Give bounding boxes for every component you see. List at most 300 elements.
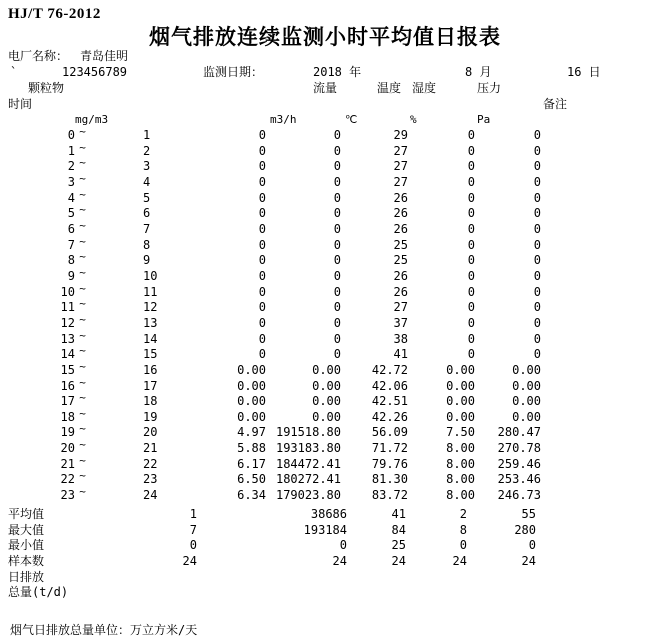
cell-flow: 0	[333, 237, 341, 252]
col-header-temp: 温度	[377, 81, 402, 95]
tilde-separator: ~	[79, 391, 86, 405]
cell-remark	[541, 441, 650, 457]
cell-hour-start: 14	[60, 347, 75, 362]
cell-pressure: 0	[533, 331, 541, 346]
summary-label: 最小值	[8, 538, 45, 553]
cell-hour-start: 4	[67, 190, 75, 205]
cell-hour-start: 18	[60, 409, 75, 424]
summary-value-pressure: 280	[514, 522, 536, 537]
cell-temp: 25	[393, 253, 408, 268]
cell-humidity: 0	[467, 143, 475, 158]
hourly-row	[0, 453, 650, 473]
hourly-row	[0, 171, 650, 191]
cell-hour-end: 9	[143, 253, 151, 268]
summary-value-temp: 84	[391, 522, 406, 537]
hourly-row	[0, 485, 650, 504]
cell-pressure: 0	[533, 268, 541, 283]
cell-temp: 37	[393, 315, 408, 330]
cell-spacer	[90, 394, 143, 410]
cell-hour-start: 3	[67, 174, 75, 189]
summary-rows	[0, 507, 650, 601]
cell-hour-start: 6	[67, 221, 75, 236]
cell-humidity: 0	[467, 300, 475, 315]
hourly-row	[0, 156, 650, 175]
unit-pm: mg/m3	[75, 113, 109, 126]
summary-value-flow: 38686	[310, 507, 347, 521]
cell-remark	[541, 347, 650, 363]
cell-hour-start: 2	[67, 159, 75, 174]
plant-code: 123456789	[62, 65, 128, 79]
hourly-row	[0, 344, 650, 363]
cell-hour-start: 12	[60, 315, 75, 330]
summary-label: 最大值	[8, 522, 45, 537]
cell-flow: 193183.80	[275, 441, 341, 456]
summary-remark	[536, 585, 650, 601]
cell-flow: 0.00	[312, 394, 341, 409]
unit-temp: ℃	[345, 113, 358, 126]
cell-hour-end: 23	[143, 472, 158, 487]
summary-row	[0, 570, 650, 586]
hourly-rows	[0, 125, 650, 504]
cell-temp: 56.09	[371, 425, 408, 440]
plant-code-mark: `	[10, 65, 18, 79]
cell-temp: 83.72	[371, 488, 408, 503]
cell-remark	[541, 253, 650, 269]
unit-flow: m3/h	[270, 113, 297, 126]
cell-pm: 0	[258, 315, 266, 330]
summary-remark	[536, 523, 650, 539]
cell-humidity: 0	[467, 174, 475, 189]
cell-temp: 41	[393, 347, 408, 362]
hourly-row	[0, 312, 650, 332]
cell-hour-start: 20	[60, 441, 75, 456]
cell-humidity: 0	[467, 253, 475, 268]
tilde-separator: ~	[79, 406, 86, 420]
cell-temp: 26	[393, 221, 408, 236]
cell-humidity: 0.00	[446, 362, 475, 377]
summary-value-humidity: 2	[459, 507, 467, 521]
cell-spacer	[90, 128, 143, 144]
cell-remark	[541, 175, 650, 191]
cell-hour-end: 22	[143, 456, 158, 471]
cell-pm: 0.00	[237, 362, 266, 377]
cell-humidity: 0.00	[446, 409, 475, 424]
cell-humidity: 7.50	[446, 425, 475, 440]
cell-spacer	[90, 332, 143, 348]
tilde-separator: ~	[79, 469, 86, 483]
hourly-row	[0, 125, 650, 144]
cell-hour-start: 21	[60, 456, 75, 471]
cell-spacer	[90, 159, 143, 175]
cell-remark	[541, 457, 650, 473]
cell-hour-start: 1	[67, 143, 75, 158]
cell-hour-end: 3	[143, 159, 151, 174]
summary-value-temp	[347, 585, 406, 601]
col-header-humidity: 湿度	[412, 81, 437, 95]
cell-pressure: 0.00	[512, 409, 541, 424]
summary-row	[0, 585, 650, 601]
cell-temp: 26	[393, 190, 408, 205]
cell-temp: 25	[393, 237, 408, 252]
hourly-row	[0, 438, 650, 457]
cell-pm: 0	[258, 347, 266, 362]
cell-pm: 0	[258, 159, 266, 174]
cell-pm: 0	[258, 253, 266, 268]
col-header-pressure: 压力	[477, 81, 502, 95]
cell-pm: 0	[258, 300, 266, 315]
cell-flow: 0	[333, 190, 341, 205]
cell-pm: 0	[258, 237, 266, 252]
cell-hour-end: 13	[143, 315, 158, 330]
cell-hour-start: 19	[60, 425, 75, 440]
hourly-row	[0, 281, 650, 301]
summary-value-pm: 0	[189, 538, 197, 553]
cell-pressure: 0	[533, 143, 541, 158]
cell-hour-start: 0	[67, 128, 75, 142]
cell-hour-end: 12	[143, 300, 158, 315]
cell-pm: 0	[258, 190, 266, 205]
date-label: 监测日期：	[203, 65, 264, 79]
pollutant-header-line	[0, 81, 650, 96]
hourly-row	[0, 234, 650, 254]
cell-pm: 5.88	[237, 441, 266, 456]
summary-value-flow: 24	[332, 553, 347, 568]
cell-flow: 191518.80	[275, 425, 341, 440]
cell-remark	[541, 316, 650, 332]
cell-humidity: 8.00	[446, 456, 475, 471]
cell-pm: 0.00	[237, 409, 266, 424]
tilde-separator: ~	[79, 453, 86, 467]
cell-temp: 27	[393, 174, 408, 189]
cell-spacer	[90, 363, 143, 379]
cell-humidity: 0	[467, 190, 475, 205]
tilde-separator: ~	[79, 485, 86, 499]
unit-pressure: Pa	[477, 113, 491, 126]
summary-value-flow: 0	[339, 538, 347, 553]
cell-pressure: 280.47	[497, 425, 541, 440]
date-year: 2018 年	[313, 65, 362, 79]
tilde-separator: ~	[79, 438, 86, 452]
summary-value-flow: 193184	[303, 522, 347, 537]
unit-humidity: %	[410, 113, 417, 126]
cell-hour-end: 16	[143, 362, 158, 377]
tilde-separator: ~	[79, 281, 86, 295]
cell-flow: 0	[333, 159, 341, 174]
cell-hour-end: 11	[143, 284, 158, 299]
cell-spacer	[90, 222, 143, 238]
summary-value-humidity: 0	[459, 538, 467, 553]
tilde-separator: ~	[79, 250, 86, 264]
cell-humidity: 0	[467, 284, 475, 299]
cell-flow: 180272.41	[275, 472, 341, 487]
cell-hour-start: 15	[60, 362, 75, 377]
hourly-row	[0, 265, 650, 285]
cell-humidity: 0	[467, 128, 475, 142]
hourly-row	[0, 422, 650, 441]
cell-pm: 0	[258, 143, 266, 158]
tilde-separator: ~	[79, 422, 86, 436]
cell-pressure: 0.00	[512, 378, 541, 393]
cell-hour-end: 2	[143, 143, 151, 158]
col-header-remark: 备注	[543, 97, 568, 111]
cell-hour-end: 15	[143, 347, 158, 362]
summary-value-humidity: 24	[452, 553, 467, 568]
cell-humidity: 0.00	[446, 394, 475, 409]
summary-label: 总量(t/d)	[8, 585, 69, 600]
cell-humidity: 8.00	[446, 441, 475, 456]
cell-temp: 26	[393, 206, 408, 221]
tilde-separator: ~	[79, 312, 86, 326]
col-header-flow: 流量	[313, 81, 338, 95]
summary-value-humidity	[406, 585, 467, 601]
hourly-row	[0, 375, 650, 395]
cell-pm: 6.17	[237, 456, 266, 471]
col-header-pm: 颗粒物	[28, 81, 65, 95]
cell-spacer	[90, 285, 143, 301]
cell-remark	[541, 379, 650, 395]
cell-pressure: 253.46	[497, 472, 541, 487]
cell-remark	[541, 488, 650, 504]
cell-spacer	[90, 410, 143, 426]
cell-hour-start: 11	[60, 300, 75, 315]
cell-remark	[541, 300, 650, 316]
cell-temp: 42.06	[371, 378, 408, 393]
cell-spacer	[90, 206, 143, 222]
cell-pm: 0.00	[237, 378, 266, 393]
cell-hour-start: 7	[67, 237, 75, 252]
tilde-separator: ~	[79, 359, 86, 373]
cell-spacer	[90, 144, 143, 160]
summary-value-humidity: 8	[459, 522, 467, 537]
summary-row	[0, 538, 650, 554]
standard-code: HJ/T 76-2012	[8, 6, 101, 22]
cell-humidity: 0	[467, 237, 475, 252]
cell-flow: 0	[333, 174, 341, 189]
cell-temp: 79.76	[371, 456, 408, 471]
hourly-row	[0, 187, 650, 207]
cell-hour-end: 5	[143, 190, 151, 205]
cell-remark	[541, 332, 650, 348]
cell-flow: 0.00	[312, 378, 341, 393]
tilde-separator: ~	[79, 265, 86, 279]
cell-flow: 0	[333, 347, 341, 362]
summary-label: 平均值	[8, 507, 45, 521]
cell-spacer	[90, 269, 143, 285]
cell-humidity: 0	[467, 347, 475, 362]
cell-humidity: 0.00	[446, 378, 475, 393]
cell-flow: 0	[333, 315, 341, 330]
cell-hour-end: 18	[143, 394, 158, 409]
cell-pressure: 0	[533, 237, 541, 252]
cell-pressure: 259.46	[497, 456, 541, 471]
cell-temp: 42.26	[371, 409, 408, 424]
cell-pressure: 0	[533, 300, 541, 315]
cell-flow: 0	[333, 331, 341, 346]
summary-remark	[536, 554, 650, 570]
cell-pressure: 0	[533, 221, 541, 236]
cell-flow: 0	[333, 253, 341, 268]
cell-remark	[541, 410, 650, 426]
hourly-row	[0, 203, 650, 222]
cell-flow: 184472.41	[275, 456, 341, 471]
cell-hour-start: 8	[67, 253, 75, 268]
hourly-row	[0, 469, 650, 488]
cell-humidity: 0	[467, 268, 475, 283]
cell-humidity: 8.00	[446, 488, 475, 503]
hourly-row	[0, 391, 650, 410]
cell-humidity: 0	[467, 315, 475, 330]
col-header-time: 时间	[8, 97, 33, 111]
cell-hour-end: 10	[143, 268, 158, 283]
cell-flow: 179023.80	[275, 488, 341, 503]
summary-row	[0, 523, 650, 539]
summary-row	[0, 507, 650, 523]
summary-value-flow	[197, 570, 347, 586]
cell-remark	[541, 238, 650, 254]
cell-remark	[541, 159, 650, 175]
cell-flow: 0.00	[312, 362, 341, 377]
summary-value-temp: 24	[391, 553, 406, 568]
cell-hour-start: 17	[60, 394, 75, 409]
cell-pm: 6.34	[237, 488, 266, 503]
tilde-separator: ~	[79, 203, 86, 217]
summary-row	[0, 554, 650, 570]
summary-value-temp: 25	[391, 538, 406, 553]
cell-pm: 0	[258, 331, 266, 346]
cell-hour-end: 20	[143, 425, 158, 440]
cell-pm: 0	[258, 221, 266, 236]
summary-value-pressure: 24	[521, 553, 536, 568]
tilde-separator: ~	[79, 297, 86, 311]
cell-pressure: 0	[533, 253, 541, 268]
cell-pm: 0	[258, 128, 266, 142]
summary-value-temp: 41	[391, 507, 406, 521]
cell-pm: 0	[258, 174, 266, 189]
cell-spacer	[90, 425, 143, 441]
cell-remark	[541, 128, 650, 144]
summary-value-temp	[347, 570, 406, 586]
cell-hour-start: 22	[60, 472, 75, 487]
cell-pressure: 0	[533, 206, 541, 221]
cell-spacer	[90, 347, 143, 363]
cell-spacer	[90, 253, 143, 269]
cell-remark	[541, 144, 650, 160]
summary-value-pm: 24	[182, 553, 197, 568]
tilde-separator: ~	[79, 171, 86, 185]
cell-hour-end: 4	[143, 174, 151, 189]
cell-hour-end: 7	[143, 221, 151, 236]
cell-pm: 6.50	[237, 472, 266, 487]
cell-pressure: 0	[533, 159, 541, 174]
plant-name-label: 电厂名称：	[8, 49, 69, 63]
hourly-row	[0, 328, 650, 348]
cell-flow: 0.00	[312, 409, 341, 424]
cell-hour-end: 6	[143, 206, 151, 221]
summary-value-flow	[197, 585, 347, 601]
tilde-separator: ~	[79, 234, 86, 248]
cell-flow: 0	[333, 128, 341, 142]
cell-remark	[541, 394, 650, 410]
units-line	[0, 112, 650, 127]
cell-humidity: 8.00	[446, 472, 475, 487]
cell-hour-end: 19	[143, 409, 158, 424]
date-month: 8 月	[465, 65, 492, 79]
cell-remark	[541, 472, 650, 488]
cell-remark	[541, 269, 650, 285]
cell-pressure: 246.73	[497, 488, 541, 503]
cell-temp: 29	[393, 128, 408, 142]
date-day: 16 日	[567, 65, 601, 79]
cell-temp: 42.72	[371, 362, 408, 377]
summary-value-pressure	[467, 570, 536, 586]
summary-label: 样本数	[8, 553, 45, 568]
cell-spacer	[90, 191, 143, 207]
cell-humidity: 0	[467, 159, 475, 174]
plant-line	[0, 49, 650, 64]
cell-pressure: 0	[533, 190, 541, 205]
summary-value-pm	[80, 585, 197, 601]
cell-hour-start: 13	[60, 331, 75, 346]
cell-temp: 26	[393, 284, 408, 299]
tilde-separator: ~	[79, 156, 86, 170]
summary-remark	[536, 507, 650, 523]
cell-spacer	[90, 472, 143, 488]
cell-pressure: 0	[533, 284, 541, 299]
cell-pm: 0	[258, 268, 266, 283]
cell-hour-start: 10	[60, 284, 75, 299]
cell-remark	[541, 363, 650, 379]
cell-remark	[541, 222, 650, 238]
summary-value-pm: 1	[189, 507, 197, 521]
tilde-separator: ~	[79, 140, 86, 154]
hourly-row	[0, 359, 650, 379]
tilde-separator: ~	[79, 218, 86, 232]
cell-pressure: 270.78	[497, 441, 541, 456]
cell-spacer	[90, 316, 143, 332]
cell-spacer	[90, 457, 143, 473]
footer-note: 烟气日排放总量单位：万立方米/天	[10, 623, 198, 637]
cell-hour-start: 23	[60, 488, 75, 503]
cell-spacer	[90, 379, 143, 395]
cell-pm: 0	[258, 206, 266, 221]
cell-spacer	[90, 175, 143, 191]
cell-flow: 0	[333, 300, 341, 315]
summary-value-pm	[80, 570, 197, 586]
summary-value-pm: 7	[189, 522, 197, 537]
cell-temp: 38	[393, 331, 408, 346]
tilde-separator: ~	[79, 187, 86, 201]
cell-hour-end: 1	[143, 128, 151, 142]
cell-humidity: 0	[467, 331, 475, 346]
hourly-row	[0, 140, 650, 160]
tilde-separator: ~	[79, 344, 86, 358]
cell-hour-end: 21	[143, 441, 158, 456]
summary-label: 日排放	[8, 569, 45, 584]
cell-hour-start: 5	[67, 206, 75, 221]
tilde-separator: ~	[79, 328, 86, 342]
summary-value-pressure: 55	[521, 507, 536, 521]
report-title: 烟气排放连续监测小时平均值日报表	[149, 25, 501, 49]
date-line	[0, 65, 650, 80]
tilde-separator: ~	[79, 375, 86, 389]
cell-hour-start: 9	[67, 268, 75, 283]
cell-temp: 27	[393, 159, 408, 174]
cell-pressure: 0.00	[512, 362, 541, 377]
cell-hour-start: 16	[60, 378, 75, 393]
cell-flow: 0	[333, 206, 341, 221]
cell-hour-end: 8	[143, 237, 151, 252]
hourly-row	[0, 406, 650, 426]
